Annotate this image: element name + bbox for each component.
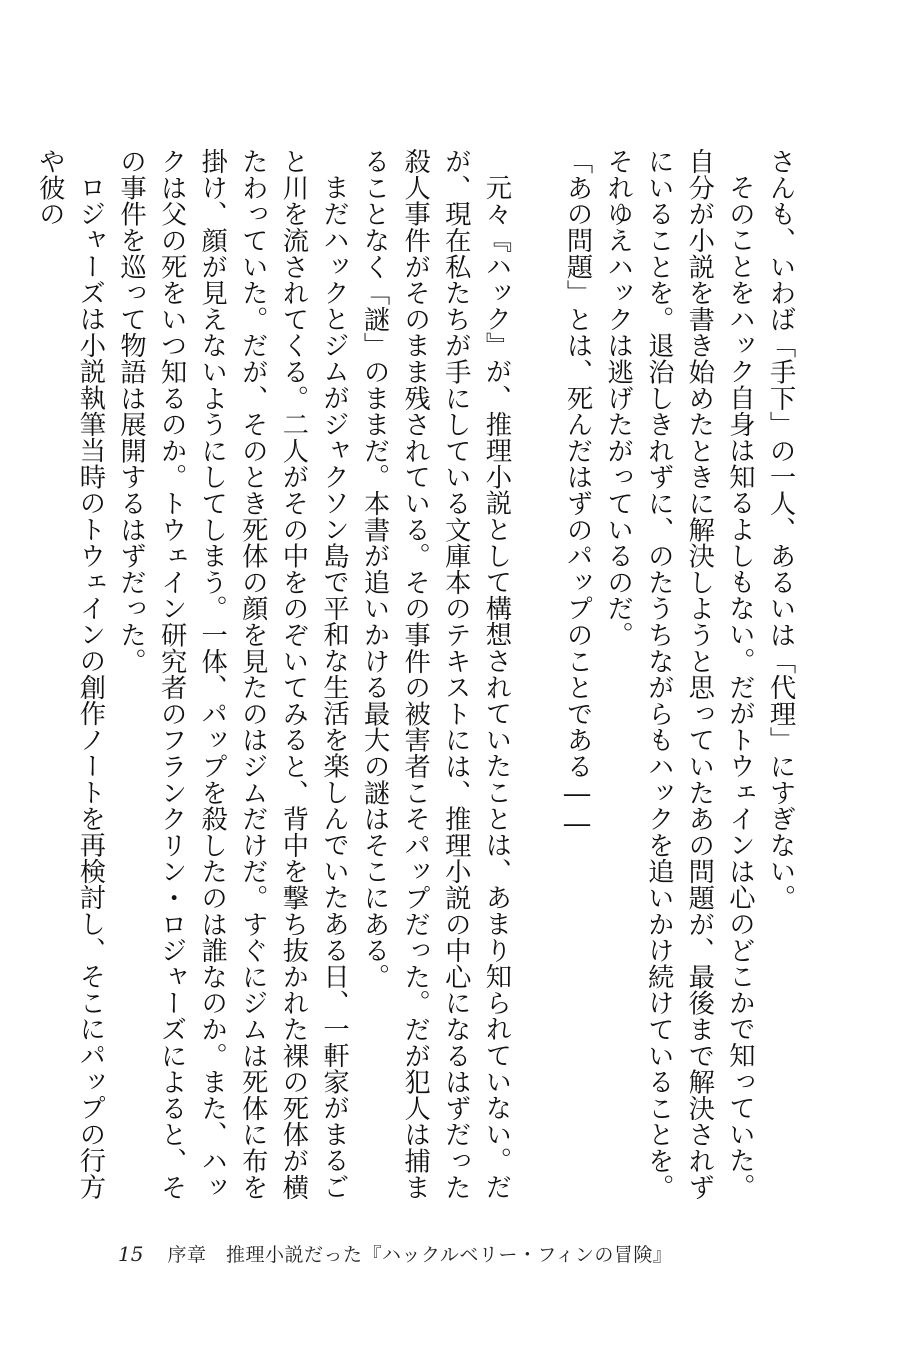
paragraph-4: 元々『ハック』が、推理小説として構想されていたことは、あまり知られていない。だが、現在私たちが手にしている文庫本のテキストには、推理小説の中心になるはずだった殺人事件がそのまま残されている。その事件の被害者こそパップだった。だが犯人は捕まることなく「謎」のままだ。本書が追いかける最大の謎はそこにある。	[359, 148, 511, 1200]
paragraph-gap	[516, 148, 557, 1208]
paragraph-1: さんも、いわば「手下」の一人、あるいは「代理」にすぎない。	[765, 148, 795, 911]
paragraph-6: ロジャーズは小説執筆当時のトウェインの創作ノートを再検討し、そこにパップの行方や彼の	[34, 148, 105, 1200]
paragraph-3: 「あの問題」とは、死んだはずのパップのことである――	[562, 148, 593, 840]
vertical-text-body	[34, 148, 800, 1208]
paragraph-2: そのことをハック自身は知るよしもない。だがトウェインは心のどこかで知っていた。自分が小説を書き始めたときに解決しようと思っていたあの問題が、最後まで解決されずにいることを。退治しきれずに、のたうちながらもハックを追いかけ続けていることを。それゆえハックは逃げたがっているのだ。	[602, 148, 755, 1200]
running-head: 序章 推理小説だった『ハックルベリー・フィンの冒険』	[167, 1244, 673, 1266]
page-footer	[118, 1240, 672, 1267]
paragraph-5: まだハックとジムがジャクソン島で平和な生活を楽しんでいたある日、一軒家がまるごと川を流されてくる。二人がその中をのぞいてみると、背中を撃ち抜かれた裸の死体が横たわっていた。だが、そのとき死体の顔を見たのはジムだけだ。すぐにジムは死体に布を掛け、顔が見えないようにしてしまう。一体、パップを殺したのは誰なのか。また、ハックは父の死をいつ知るのか。トウェイン研究者のフランクリン・ロジャーズによると、その事件を巡って物語は展開するはずだった。	[115, 148, 349, 1200]
page-number: 15	[118, 1242, 144, 1266]
